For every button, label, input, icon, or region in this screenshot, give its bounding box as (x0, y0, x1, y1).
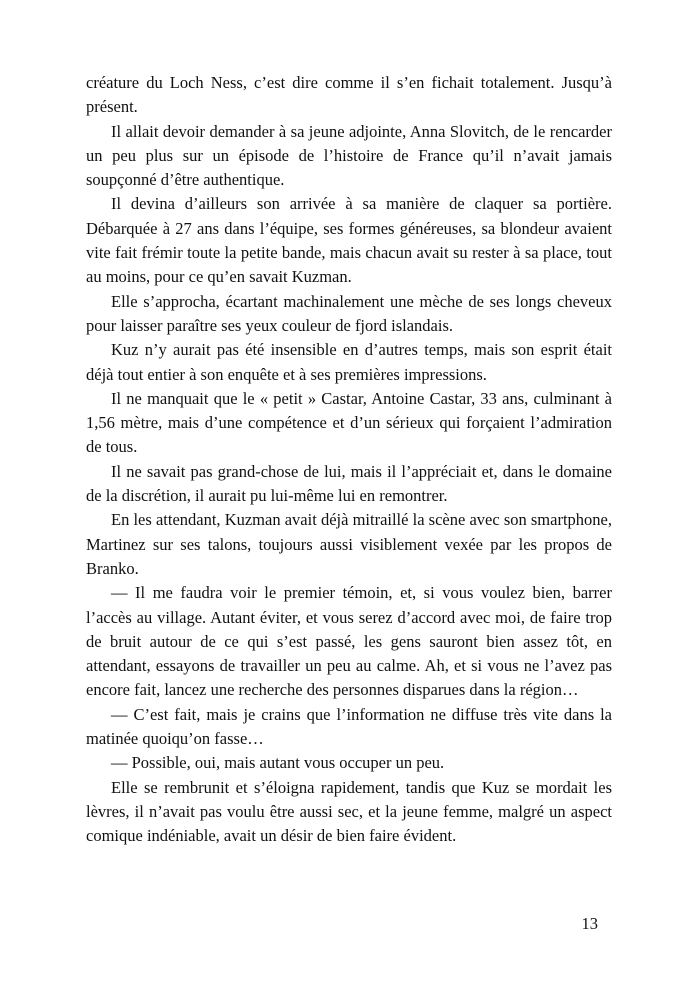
paragraph: — C’est fait, mais je crains que l’information ne diffuse très vite dans la matinée quoiqu’on fasse… (86, 704, 612, 749)
paragraph: — Il me faudra voir le premier témoin, et, si vous voulez bien, barrer l’accès au village. Autant éviter, et vous serez d’accord avec moi, de faire trop de bruit autour de ce qui s’est passé, les gens sauront bien assez tôt, en attendant, essayons de travailler un peu au calme. Ah, et si vous ne l’avez pas encore fait, lancez une recherche des personnes disparues dans la région… (86, 583, 612, 700)
paragraph: créature du Loch Ness, c’est dire comme il s’en fichait totalement. Jusqu’à présent. (86, 73, 612, 117)
paragraph: En les attendant, Kuzman avait déjà mitraillé la scène avec son smartphone, Martinez sur ses talons, toujours aussi visiblement vexée par les propos de Branko. (86, 510, 612, 578)
paragraph: Elle s’approcha, écartant machinalement une mèche de ses longs cheveux pour laisser paraître ses yeux couleur de fjord islandais. (86, 291, 612, 335)
paragraph: Il devina d’ailleurs son arrivée à sa manière de claquer sa portière. Débarquée à 27 ans dans l’équipe, ses formes généreuses, sa blondeur avaient vite fait frémir toute la petite bande, mais chacun avait su rester à sa place, tout au moins, pour ce qu’en savait Kuzman. (86, 194, 612, 287)
paragraph: — Possible, oui, mais autant vous occuper un peu. (111, 753, 445, 773)
paragraph: Il ne manquait que le « petit » Castar, Antoine Castar, 33 ans, culminant à 1,56 mètre, mais d’une compétence et d’un sérieux qui forçaient l’admiration de tous. (86, 388, 612, 457)
paragraph: Elle se rembrunit et s’éloigna rapidement, tandis que Kuz se mordait les lèvres, il n’avait pas voulu être aussi sec, et la jeune femme, malgré un aspect comique indéniable, avait un désir de bien faire évident. (86, 777, 612, 846)
page-number: 13 (581, 914, 598, 933)
paragraph: Il ne savait pas grand-chose de lui, mais il l’appréciait et, dans le domaine de la discrétion, il aurait pu lui-même lui en remontrer. (86, 461, 612, 506)
paragraph: Kuz n’y aurait pas été insensible en d’autres temps, mais son esprit était déjà tout entier à son enquête et à ses premières impressions. (86, 340, 612, 384)
page-text (86, 71, 612, 849)
paragraph: Il allait devoir demander à sa jeune adjointe, Anna Slovitch, de le rencarder un peu plus sur un épisode de l’histoire de France qu’il n’avait jamais soupçonné d’être authentique. (86, 121, 612, 190)
